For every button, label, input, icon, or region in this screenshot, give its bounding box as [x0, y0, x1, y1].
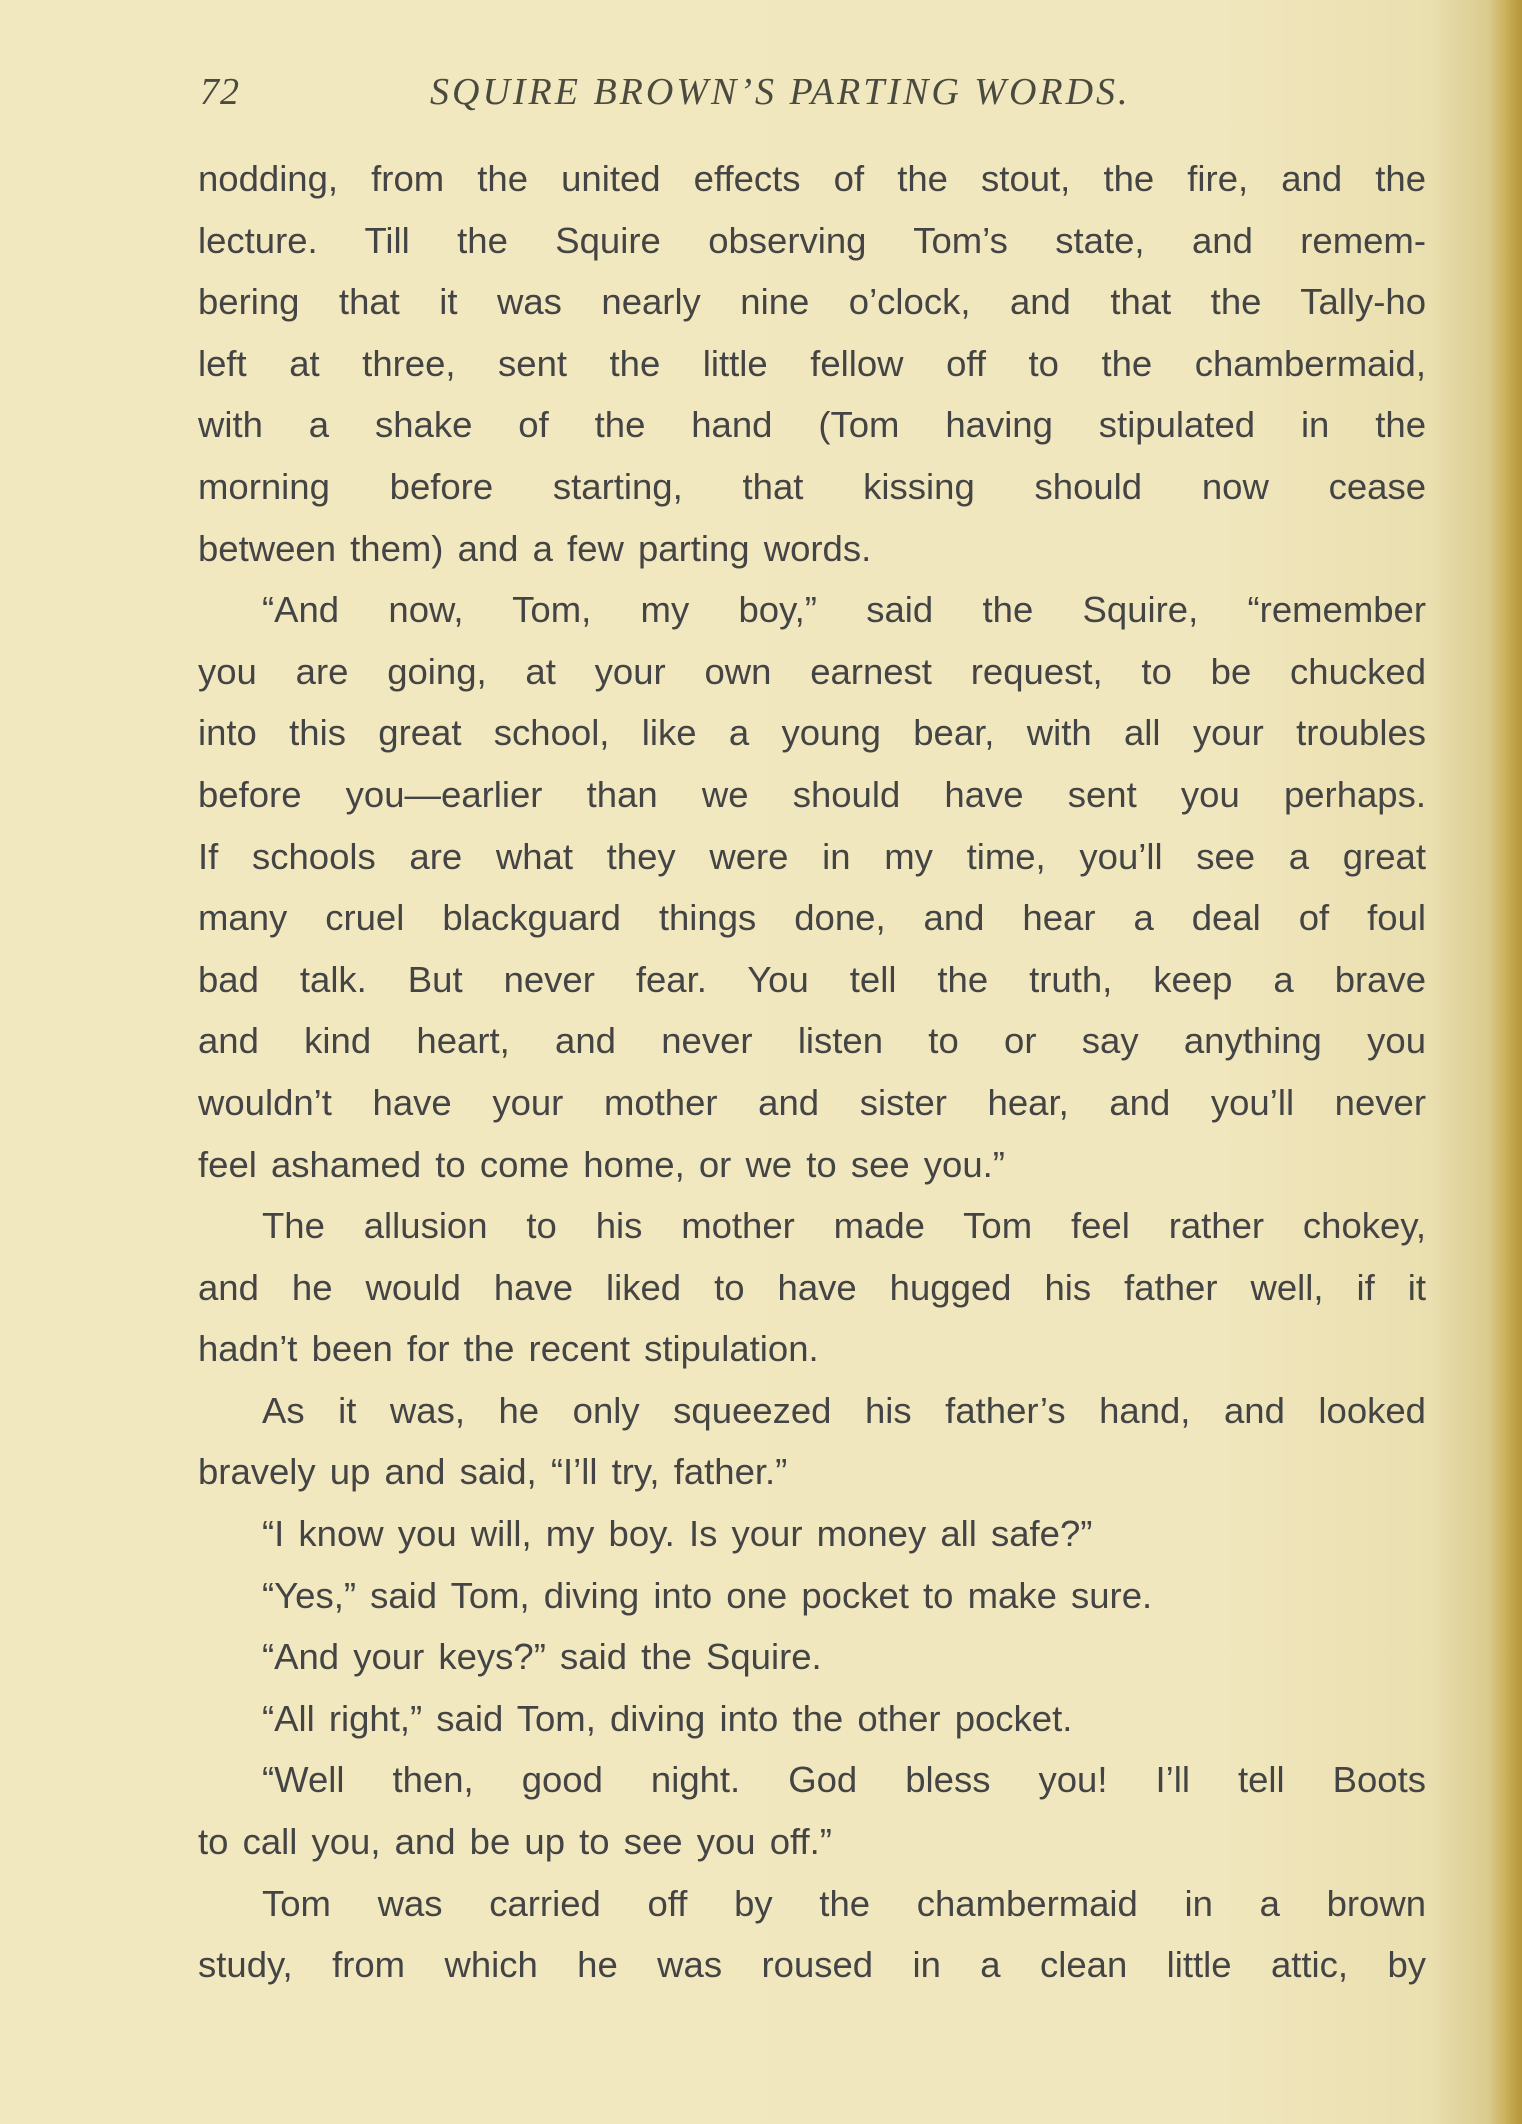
text-line: hadn’t been for the recent stipulation.: [198, 1328, 819, 1370]
page-number: 72: [200, 71, 240, 113]
text-line: before you—earlier than we should have sent you perhaps.: [198, 773, 1426, 815]
page-edge-shadow: [1488, 0, 1522, 2124]
running-title: SQUIRE BROWN’S PARTING WORDS.: [430, 71, 1131, 113]
text-line: wouldn’t have your mother and sister hear, and you’ll never: [198, 1081, 1426, 1123]
text-line: bravely up and said, “I’ll try, father.”: [198, 1451, 788, 1493]
text-line: morning before starting, that kissing should now cease: [198, 465, 1426, 507]
text-line: lecture. Till the Squire observing Tom’s state, and remem-: [198, 219, 1426, 261]
text-line: As it was, he only squeezed his father’s hand, and looked: [262, 1389, 1426, 1431]
text-line: between them) and a few parting words.: [198, 527, 872, 569]
text-line: If schools are what they were in my time, you’ll see a great: [198, 835, 1426, 877]
text-line: “And now, Tom, my boy,” said the Squire, “remember: [262, 589, 1426, 631]
body-text: [198, 148, 1426, 1996]
text-line: “Yes,” said Tom, diving into one pocket to make sure.: [262, 1574, 1153, 1616]
text-line: and kind heart, and never listen to or say anything you: [198, 1020, 1426, 1062]
text-line: you are going, at your own earnest request, to be chucked: [198, 650, 1426, 692]
text-line: study, from which he was roused in a clean little attic, by: [198, 1944, 1426, 1986]
text-line: bering that it was nearly nine o’clock, and that the Tally-ho: [198, 281, 1426, 323]
text-line: to call you, and be up to see you off.”: [198, 1821, 832, 1863]
text-line: many cruel blackguard things done, and hear a deal of foul: [198, 897, 1426, 939]
text-line: nodding, from the united effects of the stout, the fire, and the: [198, 158, 1426, 199]
text-line: into this great school, like a young bear, with all your troubles: [198, 712, 1426, 754]
text-line: left at three, sent the little fellow off to the chambermaid,: [198, 342, 1426, 384]
text-line: “All right,” said Tom, diving into the other pocket.: [262, 1697, 1073, 1739]
text-line: Tom was carried off by the chambermaid in a brown: [262, 1882, 1426, 1924]
text-line: “And your keys?” said the Squire.: [262, 1636, 822, 1678]
text-line: bad talk. But never fear. You tell the truth, keep a brave: [198, 958, 1426, 1000]
page-header: [200, 70, 1426, 130]
text-line: “Well then, good night. God bless you! I’ll tell Boots: [262, 1759, 1426, 1801]
text-line: and he would have liked to have hugged his father well, if it: [198, 1266, 1426, 1308]
text-line: with a shake of the hand (Tom having stipulated in the: [198, 404, 1426, 446]
text-line: The allusion to his mother made Tom feel rather chokey,: [262, 1205, 1426, 1247]
text-line: “I know you will, my boy. Is your money all safe?”: [262, 1513, 1093, 1555]
text-line: feel ashamed to come home, or we to see you.”: [198, 1143, 1005, 1185]
